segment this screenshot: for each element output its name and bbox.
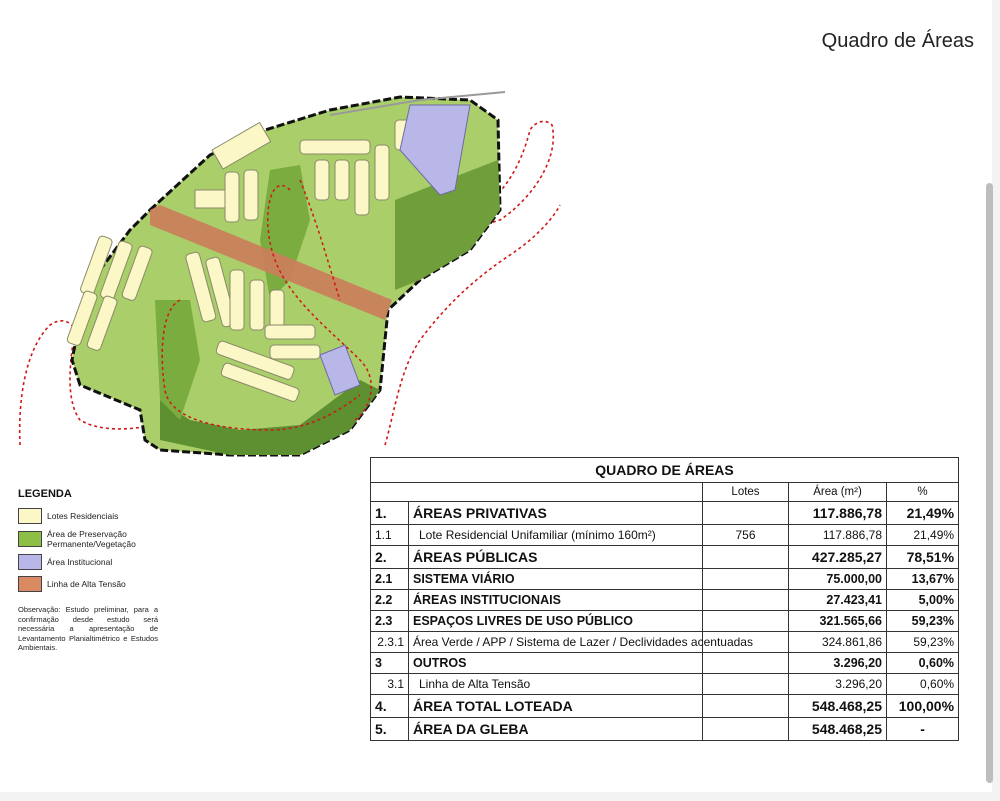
map-legend <box>18 488 168 653</box>
row-percent: 21,49% <box>887 502 959 525</box>
row-number: 2.1 <box>371 569 409 590</box>
row-description: ÁREAS INSTITUCIONAIS <box>409 590 703 611</box>
vertical-scrollbar[interactable] <box>986 183 993 783</box>
table-header-empty <box>371 483 703 502</box>
row-area: 548.468,25 <box>789 695 887 718</box>
legend-swatch <box>18 554 42 570</box>
table-row <box>371 525 959 546</box>
row-number: 2. <box>371 546 409 569</box>
row-percent: - <box>887 718 959 741</box>
row-area: 321.565,66 <box>789 611 887 632</box>
row-lotes <box>703 546 789 569</box>
row-lotes <box>703 653 789 674</box>
row-number: 2.3.1 <box>371 632 409 653</box>
row-number: 3.1 <box>371 674 409 695</box>
row-area: 3.296,20 <box>789 653 887 674</box>
row-lotes <box>703 611 789 632</box>
legend-item-institucional <box>18 553 168 571</box>
row-description: ÁREAS PÚBLICAS <box>409 546 703 569</box>
table-row <box>371 674 959 695</box>
row-area: 3.296,20 <box>789 674 887 695</box>
row-percent: 0,60% <box>887 653 959 674</box>
row-number: 1. <box>371 502 409 525</box>
row-percent: 59,23% <box>887 611 959 632</box>
legend-note: Observação: Estudo preliminar, para a confirmação desde estudo será necessária a apresentação de Levantamento Planialtimétrico e Estudos Ambientais. <box>18 605 158 652</box>
row-percent: 78,51% <box>887 546 959 569</box>
row-description: SISTEMA VIÁRIO <box>409 569 703 590</box>
row-number: 4. <box>371 695 409 718</box>
page-title: Quadro de Áreas <box>821 30 974 52</box>
table-row <box>371 718 959 741</box>
row-area: 548.468,25 <box>789 718 887 741</box>
row-description: OUTROS <box>409 653 703 674</box>
row-lotes <box>703 502 789 525</box>
row-lotes <box>703 695 789 718</box>
row-area: 75.000,00 <box>789 569 887 590</box>
row-area: 27.423,41 <box>789 590 887 611</box>
row-number: 3 <box>371 653 409 674</box>
row-percent: 21,49% <box>887 525 959 546</box>
table-row <box>371 569 959 590</box>
row-percent: 0,60% <box>887 674 959 695</box>
row-description: Lote Residencial Unifamiliar (mínimo 160m²) <box>409 525 703 546</box>
legend-swatch <box>18 508 42 524</box>
row-lotes <box>703 674 789 695</box>
row-number: 1.1 <box>371 525 409 546</box>
table-row <box>371 590 959 611</box>
table-title: QUADRO DE ÁREAS <box>371 458 959 483</box>
table-header-area: Área (m²) <box>789 483 887 502</box>
table-row <box>371 653 959 674</box>
legend-label: Área de Preservação Permanente/Vegetação <box>47 529 136 549</box>
row-area: 324.861,86 <box>789 632 887 653</box>
row-number: 2.3 <box>371 611 409 632</box>
legend-label: Linha de Alta Tensão <box>47 579 126 589</box>
row-description: Área Verde / APP / Sistema de Lazer / Declividades acentuadas <box>409 632 703 653</box>
row-area: 427.285,27 <box>789 546 887 569</box>
table-row <box>371 611 959 632</box>
legend-label: Lotes Residenciais <box>47 511 119 521</box>
table-row <box>371 632 959 653</box>
row-percent: 100,00% <box>887 695 959 718</box>
legend-title: LEGENDA <box>18 488 72 500</box>
legend-item-lotes <box>18 507 168 525</box>
row-area: 117.886,78 <box>789 502 887 525</box>
row-lotes <box>703 718 789 741</box>
row-description: ÁREA TOTAL LOTEADA <box>409 695 703 718</box>
row-lotes <box>703 569 789 590</box>
legend-swatch <box>18 576 42 592</box>
row-area: 117.886,78 <box>789 525 887 546</box>
legend-label: Área Institucional <box>47 557 113 567</box>
row-description: ÁREA DA GLEBA <box>409 718 703 741</box>
row-description: ESPAÇOS LIVRES DE USO PÚBLICO <box>409 611 703 632</box>
row-percent: 5,00% <box>887 590 959 611</box>
legend-item-preservacao <box>18 529 168 549</box>
table-header-lotes: Lotes <box>703 483 789 502</box>
row-description: Linha de Alta Tensão <box>409 674 703 695</box>
row-percent: 13,67% <box>887 569 959 590</box>
table-header-pct: % <box>887 483 959 502</box>
row-lotes: 756 <box>703 525 789 546</box>
row-lotes <box>703 590 789 611</box>
row-number: 2.2 <box>371 590 409 611</box>
row-description: ÁREAS PRIVATIVAS <box>409 502 703 525</box>
legend-item-alta-tensao <box>18 575 168 593</box>
table-row <box>371 546 959 569</box>
row-number: 5. <box>371 718 409 741</box>
table-row <box>371 695 959 718</box>
site-plan-map <box>0 80 560 480</box>
table-row <box>371 502 959 525</box>
areas-table <box>370 457 959 741</box>
row-percent: 59,23% <box>887 632 959 653</box>
legend-swatch <box>18 531 42 547</box>
